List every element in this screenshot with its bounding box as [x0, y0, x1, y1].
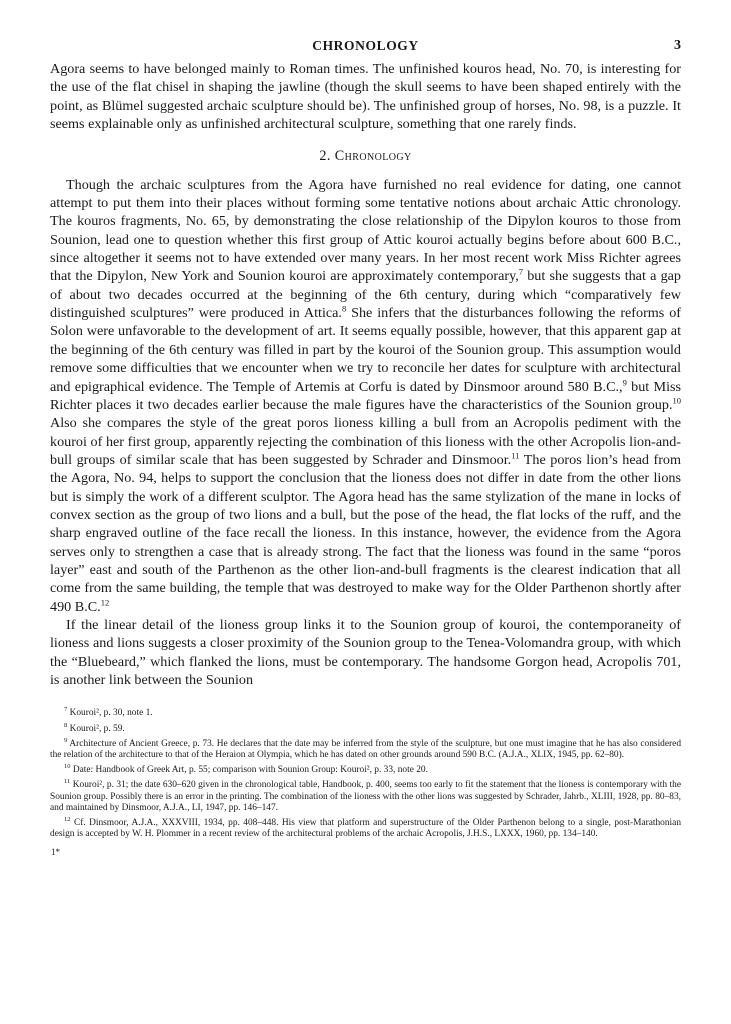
footnote-text: Architecture of Ancient Greece, p. 73. He declares that the date may be inferred from the style of the sculpture, but one must imagine that he has also considered the relation of the architecture to that of the Heraion at Olympia, which he has dated on other grounds around 590 B.C. (A.J.A., XLIX, 1945, pp. 62–80). — [50, 738, 682, 760]
main-paragraph-text-1: Though the archaic sculptures from the Agora have furnished no real evidence for dating, one cannot attempt to put them into their places without forming some tentative notions about archaic Attic chronology. The kouros fragments, No. 65, by demonstrating the close relationship of the Dipylon kouros to those from Sounion, lead one to question whether this first group of Attic kouroi actually begins before about 600 B.C., since altogether it seems not to have extended over many years. In her most recent work Miss Richter agrees that the Dipylon, New York and Sounion kouroi are approximately contemporary, — [50, 176, 681, 285]
footnote-text: Kouroi², p. 30, note 1. — [69, 708, 153, 719]
closing-paragraph: If the linear detail of the lioness group links it to the Sounion group of kouroi, the contemporaneity of lioness and lions suggests a closer proximity of the Sounion group to the Tenea-Volomandra group, with which the “Bluebeard,” which flanked the lions, must be contemporary. The handsome Gorgon head, Acropolis 701, is another link between the Sounion — [50, 616, 681, 688]
main-paragraph — [50, 176, 681, 616]
footnotes — [50, 704, 681, 858]
intro-paragraph: Agora seems to have belonged mainly to Roman times. The unfinished kouros head, No. 70, is interesting for the use of the flat chisel in shaping the jawline (though the skull seems to have been shaped entirely with the point, as Blümel suggested archaic sculpture should be). The unfinished group of horses, No. 98, is a puzzle. It seems explainable only as unfinished architectural sculpture, something that one rarely finds. — [50, 61, 681, 133]
footnote-text: Kouroi², p. 31; the date 630–620 given in the chronological table, Handbook, p. 400, seems too early to fit the statement that the lioness is contemporary with the Sounion group. Possibly there is an error in the printing. The combination of the lioness with the other lions was suggested by Schrader, Jahrb., XLIII, 1928, pp. 80–83, and maintained by Dinsmoor, A.J.A., LI, 1947, pp. 146–147. — [50, 780, 681, 813]
footnote-number: 8 — [64, 721, 68, 729]
running-head — [50, 38, 681, 60]
main-paragraph-text-5: Also she compares the style of the great poros lioness killing a bull from an Acropolis pediment with the kouroi of her first group, apparently rejecting the combination of this lioness with the other Acropolis lion-and-bull groups of similar scale that has been suggested by Schrader and Dinsmoor. — [50, 415, 681, 468]
footnote-number: 9 — [64, 736, 68, 744]
footnote-number: 12 — [64, 815, 71, 823]
footnote-ref-10: 10 — [672, 395, 681, 406]
footnote-text: Kouroi², p. 59. — [69, 723, 125, 734]
page — [50, 38, 681, 858]
footnote-number: 7 — [64, 706, 68, 714]
footnote-ref-9: 9 — [622, 376, 627, 387]
page-number: 3 — [674, 38, 681, 53]
footnote-11 — [50, 776, 681, 813]
footnote-text: Cf. Dinsmoor, A.J.A., XXXVIII, 1934, pp. 408–448. His view that platform and superstructure of the Older Parthenon belong to a single, post-Marathonian design is accepted by W. H. Plommer in a recent review of the architectural problems of the archaic Acropolis, J.H.S., LXXX, 1960, pp. 134–140. — [50, 817, 682, 839]
body-text — [50, 60, 681, 689]
footnote-8 — [50, 720, 681, 735]
footnote-number: 10 — [64, 763, 71, 771]
signature-mark: 1* — [51, 847, 60, 858]
footnote-ref-8: 8 — [341, 303, 347, 314]
main-paragraph-text-4: but Miss Richter places it two decades earlier because the male figures have the characteristics of the Sounion group. — [50, 378, 682, 413]
footnote-number: 11 — [64, 778, 71, 786]
main-paragraph-text-3: She infers that the disturbances following the reforms of Solon were unfavorable to the development of art. It seems equally possible, however, that this apparent gap at the beginning of the 6th century was filled in part by the kouroi of the Sounion group. This assumption would remove some difficulties that we encounter when we try to reconcile her dates for sculpture with architectural and epigraphical evidence. The Temple of Artemis at Corfu is dated by Dinsmoor around 580 B.C., — [50, 305, 681, 395]
footnote-ref-7: 7 — [518, 266, 524, 277]
footnote-ref-11: 11 — [511, 450, 520, 461]
section-heading: 2. Chronology — [319, 148, 412, 165]
footnote-12 — [50, 814, 681, 840]
footnote-7 — [50, 704, 681, 719]
footnote-ref-12: 12 — [100, 596, 110, 607]
footnote-10 — [50, 761, 681, 776]
footnote-9 — [50, 735, 681, 761]
running-title: CHRONOLOGY — [312, 38, 419, 53]
main-paragraph-text-6: The poros lion’s head from the Agora, No. 94, helps to support the conclusion that the lioness does not differ in date from the other lions but is simply the work of a different sculptor. The Agora head has the same stylization of the mane in locks of convex section as the group of two lions and a bull, but the pose of the head, the flat locks of the ruff, and the sharp engraved outline of the face recall the lioness. In this instance, however, the evidence from the Agora serves only to strengthen a case that is already strong. The fact that the lioness was found in the same “poros layer” east and south of the Parthenon as the other lion-and-bull fragments is the clearest indication that all come from the same building, the temple that was destroyed to make way for the Older Parthenon shortly after 490 B.C. — [50, 451, 682, 615]
footnote-text: Date: Handbook of Greek Art, p. 55; comparison with Sounion Group: Kouroi², p. 33, note 20. — [72, 765, 428, 776]
main-paragraph-text-2: but she suggests that a gap of about two decades occurred at the beginning of the 6th century, during which “comparatively few distinguished sculptures” were produced in Attica. — [50, 268, 681, 322]
